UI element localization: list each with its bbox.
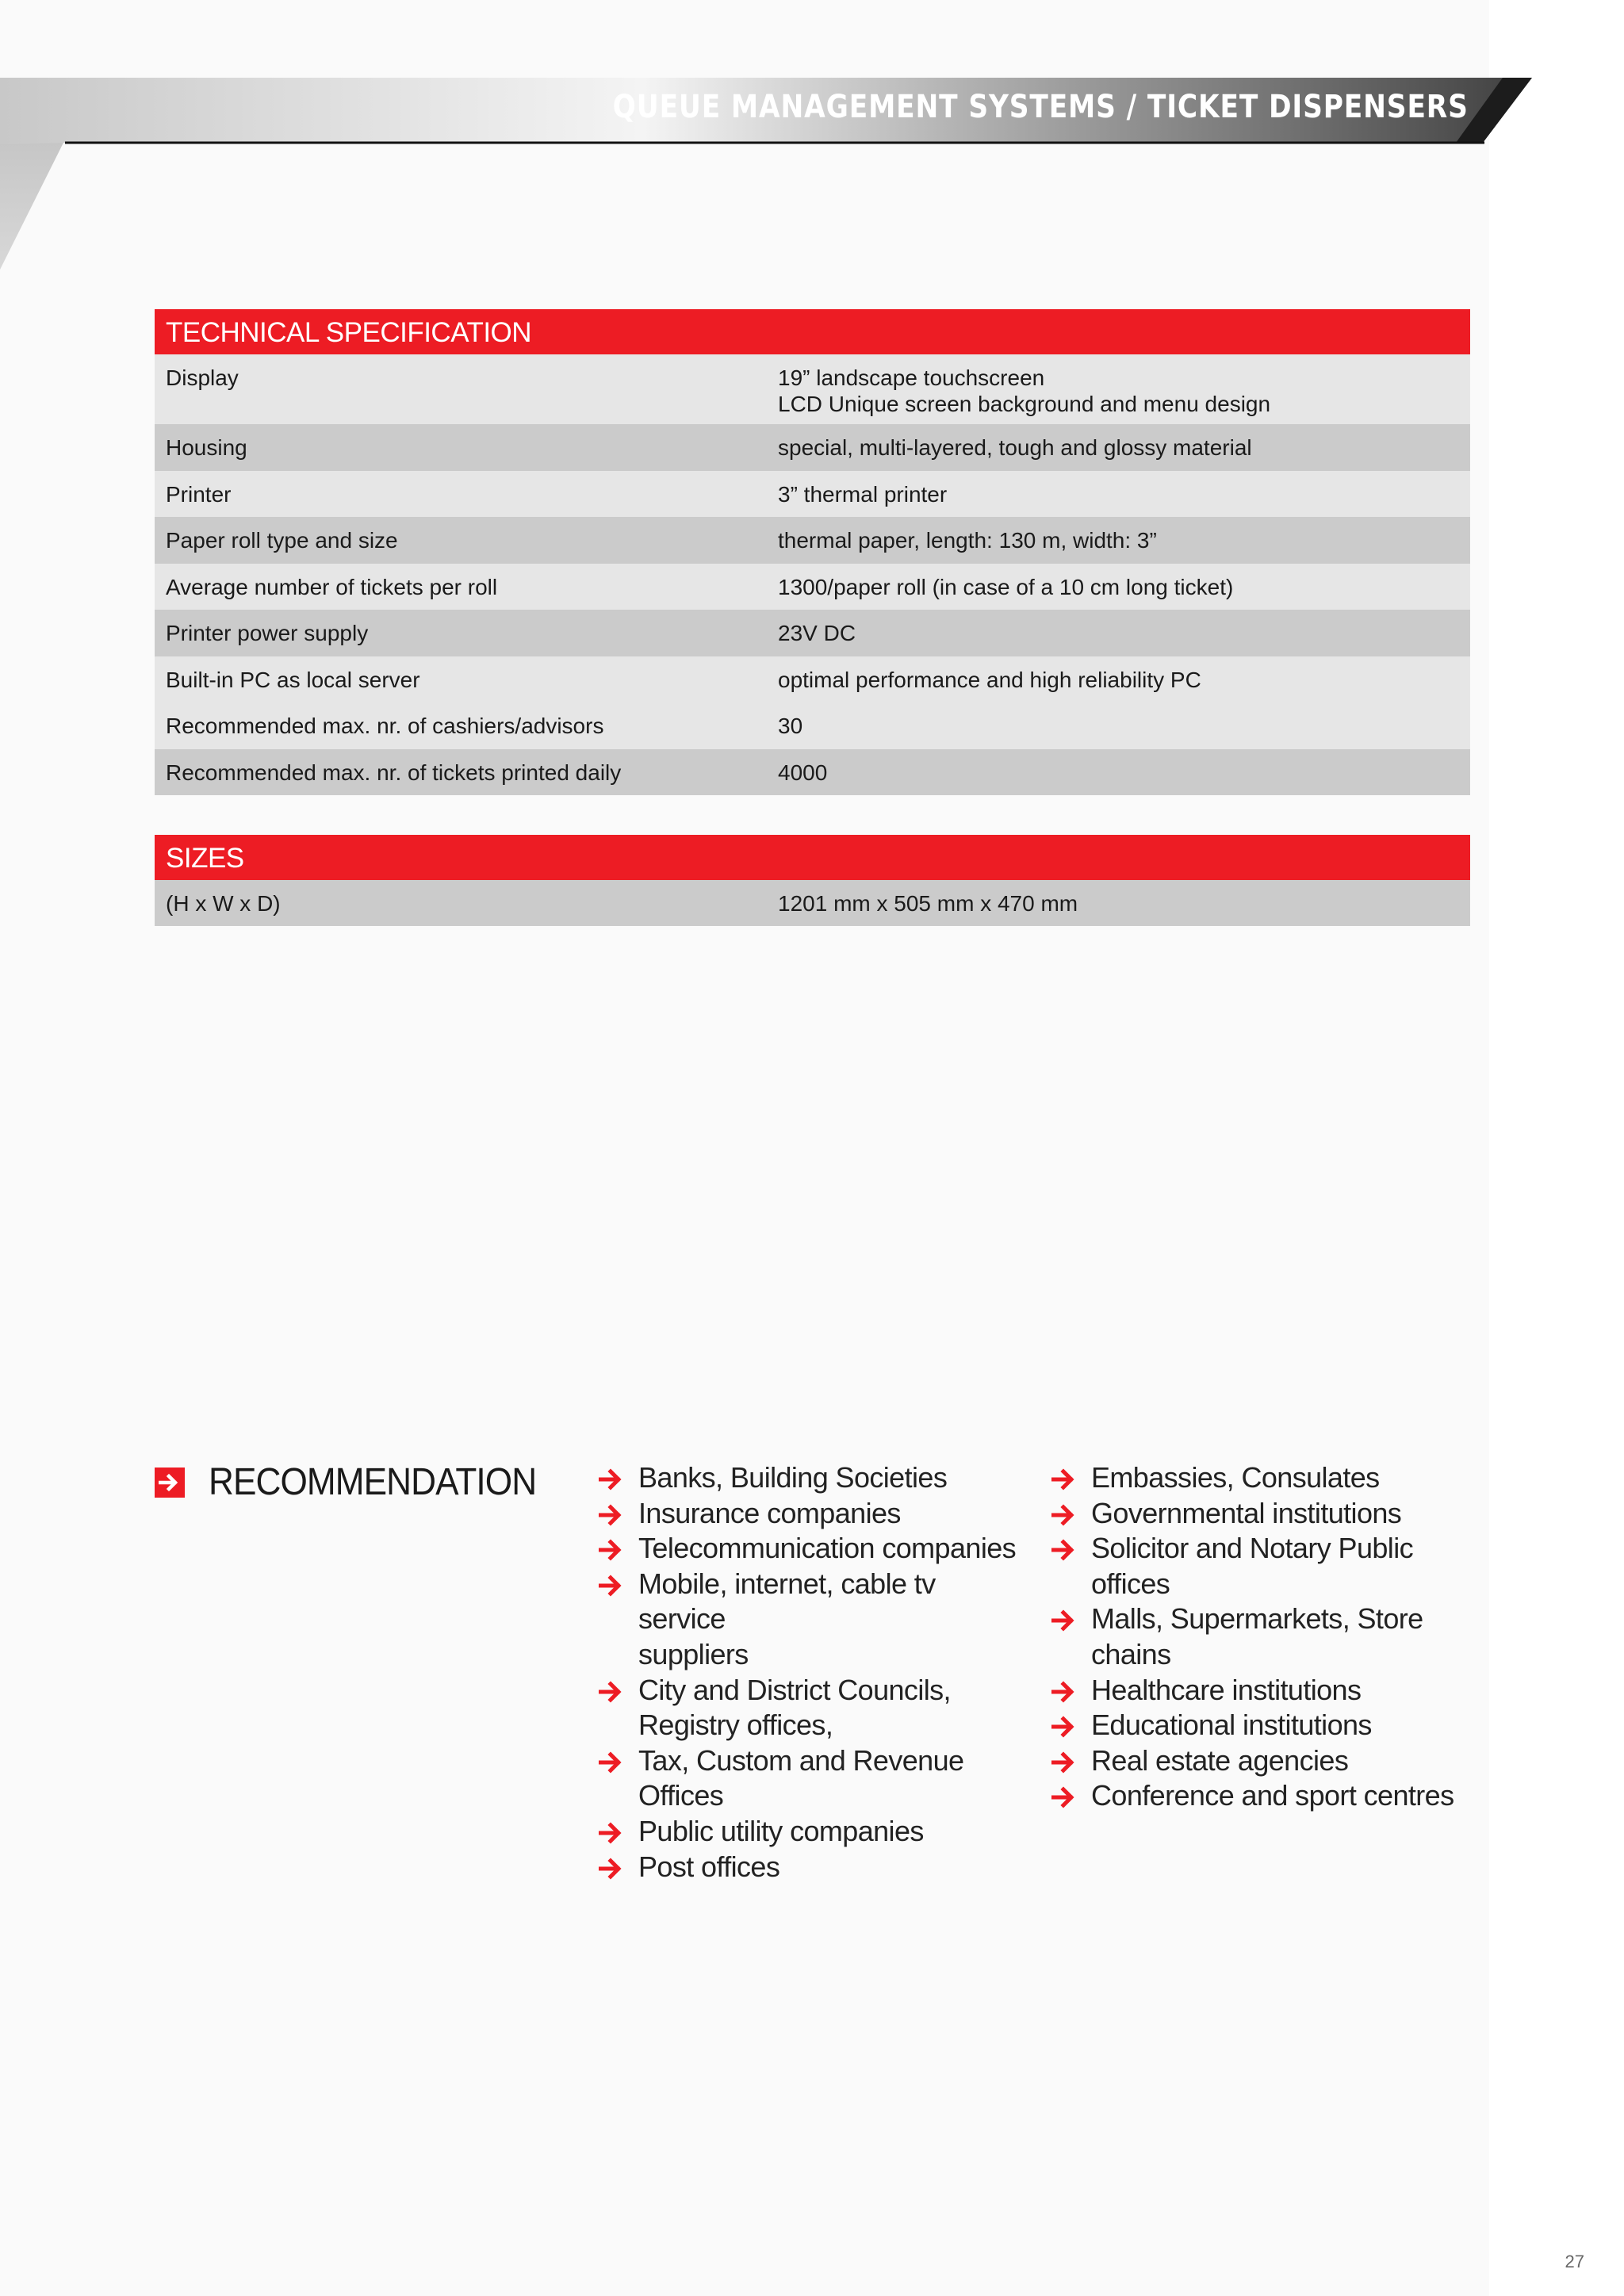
recommendation-item-text: Mobile, internet, cable tv service suppliers — [638, 1567, 936, 1670]
spec-value: 1201 mm x 505 mm x 470 mm — [778, 891, 1078, 916]
spec-row-builtin-pc — [155, 656, 1470, 702]
recommendation-item-text: Real estate agencies — [1091, 1743, 1349, 1777]
spec-label: Printer — [166, 482, 232, 507]
arrow-right-icon — [1051, 1751, 1077, 1774]
recommendation-item — [1051, 1708, 1464, 1743]
arrow-right-icon — [1051, 1609, 1077, 1632]
spec-value: thermal paper, length: 130 m, width: 3” — [778, 528, 1157, 553]
recommendation-item — [599, 1850, 1027, 1885]
spec-row-paper-roll — [155, 517, 1470, 564]
arrow-right-icon — [599, 1575, 624, 1597]
recommendation-item-text: Public utility companies — [638, 1814, 924, 1847]
arrow-right-icon — [599, 1539, 624, 1561]
arrow-right-icon — [1051, 1504, 1077, 1526]
spec-row-display — [155, 354, 1470, 424]
technical-specification-heading: TECHNICAL SPECIFICATION — [155, 309, 1470, 354]
spec-value: 3” thermal printer — [778, 482, 948, 507]
spec-row-max-tickets — [155, 749, 1470, 795]
technical-specification-table — [155, 309, 1470, 795]
recommendation-item — [1051, 1778, 1464, 1814]
recommendation-item-text: Solicitor and Notary Public offices — [1091, 1532, 1413, 1600]
recommendation-item — [1051, 1601, 1464, 1672]
arrow-right-icon — [599, 1681, 624, 1703]
arrow-right-icon — [1051, 1786, 1077, 1808]
spec-value: optimal performance and high reliability PC — [778, 668, 1201, 692]
spec-value: 30 — [778, 714, 803, 738]
spec-value-line: LCD Unique screen background and menu design — [778, 392, 1271, 416]
recommendation-item-text: Insurance companies — [638, 1496, 901, 1529]
page-title: QUEUE MANAGEMENT SYSTEMS / TICKET DISPENSERS — [612, 89, 1469, 125]
arrow-right-icon — [1051, 1681, 1077, 1703]
spec-label: Housing — [166, 435, 247, 460]
spec-row-housing — [155, 424, 1470, 471]
recommendation-item — [1051, 1531, 1464, 1601]
recommendation-heading — [155, 1460, 565, 1504]
recommendation-item-text: Governmental institutions — [1091, 1496, 1402, 1529]
spec-row-max-cashiers — [155, 702, 1470, 749]
recommendation-list-column-2 — [1051, 1460, 1464, 1814]
spec-label: (H x W x D) — [166, 891, 281, 916]
spec-value: 4000 — [778, 760, 828, 785]
header-banner — [0, 0, 1624, 285]
page-number: 27 — [1565, 2252, 1584, 2271]
recommendation-item — [599, 1496, 1027, 1532]
recommendation-item-text: Embassies, Consulates — [1091, 1461, 1380, 1494]
recommendation-item-text: Tax, Custom and Revenue Offices — [638, 1743, 964, 1812]
recommendation-item-text: Telecommunication companies — [638, 1532, 1017, 1565]
recommendation-list-column-1 — [599, 1460, 1027, 1885]
recommendation-item — [599, 1460, 1027, 1496]
recommendation-item — [1051, 1673, 1464, 1709]
recommendation-item — [599, 1814, 1027, 1850]
spec-label: Printer power supply — [166, 621, 369, 645]
arrow-right-icon — [1051, 1539, 1077, 1561]
recommendation-item — [599, 1567, 1027, 1673]
recommendation-item-text: Banks, Building Societies — [638, 1461, 948, 1494]
arrow-right-icon — [599, 1504, 624, 1526]
recommendation-item — [599, 1673, 1027, 1743]
recommendation-item-text: Post offices — [638, 1850, 780, 1883]
recommendation-item-text: Healthcare institutions — [1091, 1673, 1362, 1706]
arrow-right-icon — [155, 1468, 185, 1498]
spec-label: Average number of tickets per roll — [166, 575, 498, 599]
spec-value: 23V DC — [778, 621, 856, 645]
spec-row-printer — [155, 471, 1470, 517]
spec-value-line: 19” landscape touchscreen — [778, 365, 1045, 390]
recommendation-item — [599, 1743, 1027, 1814]
recommendation-item-text: Conference and sport centres — [1091, 1779, 1454, 1812]
recommendation-item-text: City and District Councils, Registry offices, — [638, 1673, 951, 1742]
arrow-right-icon — [599, 1468, 624, 1490]
spec-row-printer-power — [155, 610, 1470, 656]
recommendation-item-text: Educational institutions — [1091, 1709, 1372, 1742]
arrow-right-icon — [1051, 1716, 1077, 1738]
recommendation-title: RECOMMENDATION — [209, 1461, 537, 1503]
recommendation-item — [1051, 1743, 1464, 1779]
recommendation-item — [599, 1531, 1027, 1567]
spec-label: Built-in PC as local server — [166, 668, 420, 692]
spec-label: Paper roll type and size — [166, 528, 398, 553]
spec-value: 1300/paper roll (in case of a 10 cm long ticket) — [778, 575, 1234, 599]
spec-row-tickets-per-roll — [155, 564, 1470, 610]
sizes-table — [155, 835, 1470, 926]
arrow-right-icon — [599, 1822, 624, 1844]
recommendation-item — [1051, 1496, 1464, 1532]
arrow-right-icon — [599, 1751, 624, 1774]
spec-label: Recommended max. nr. of cashiers/advisors — [166, 714, 604, 738]
sizes-heading: SIZES — [155, 835, 1470, 880]
spec-value: special, multi-layered, tough and glossy material — [778, 435, 1252, 460]
arrow-right-icon — [599, 1858, 624, 1880]
spec-row-dimensions — [155, 880, 1470, 926]
spec-value — [778, 365, 1470, 417]
spec-label: Recommended max. nr. of tickets printed daily — [166, 760, 622, 785]
recommendation-item — [1051, 1460, 1464, 1496]
recommendation-item-text: Malls, Supermarkets, Store chains — [1091, 1602, 1423, 1670]
arrow-right-icon — [1051, 1468, 1077, 1490]
spec-label: Display — [166, 365, 239, 390]
